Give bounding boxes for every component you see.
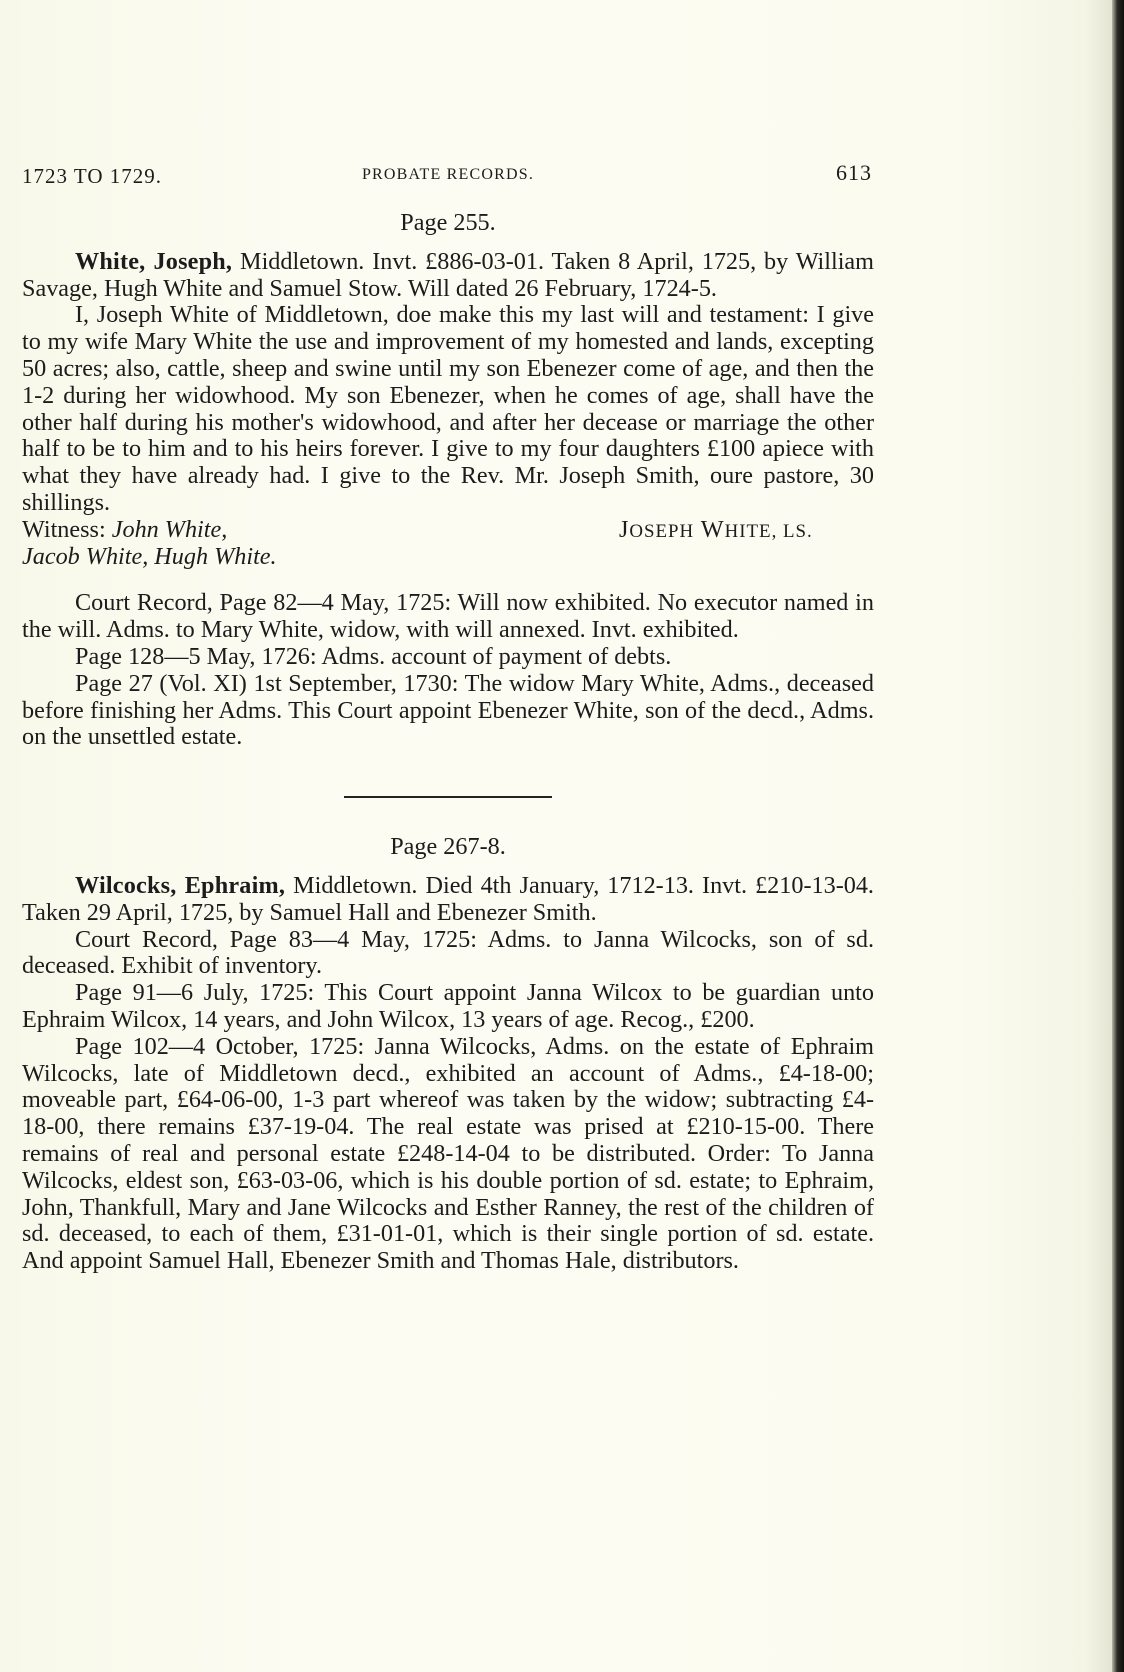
entry-name: White, Joseph, (75, 247, 233, 275)
court-record-paragraph: Page 91—6 July, 1725: This Court appoint Janna Wilcox to be guardian unto Ephraim Wilcox, 14 years, and John Wilcox, 13 years of age. Recog., £200. (22, 979, 874, 1033)
entry-intro-text: Middletown. Died 4th January, 1712-13. Invt. £210-13-04. Taken 29 April, 1725, by Samuel Hall and Ebenezer Smith. (22, 871, 874, 926)
witness-first: John White, (111, 515, 228, 543)
entry-name: Wilcocks, Ephraim, (75, 871, 286, 899)
witness-rest: Jacob White, Hugh White. (22, 542, 277, 570)
court-record-paragraph: Page 128—5 May, 1726: Adms. account of payment of debts. (75, 642, 672, 670)
section-divider (344, 796, 552, 798)
testator-signature: JOSEPH WHITE, LS. (619, 515, 813, 543)
entry-wilcocks-ephraim (22, 834, 874, 1275)
witness-label: Witness: (22, 515, 112, 543)
court-record-paragraph: Page 102—4 October, 1725: Janna Wilcocks, Adms. on the estate of Ephraim Wilcocks, late of Middletown decd., exhibited an account of Adms., £4-18-00; moveable part, £64-06-00, 1-3 part whereof was taken by the widow; subtracting £4-18-00, there remains £37-19-04. The real estate was prised at £210-15-00. There remains of real and personal estate £248-14-04 to be distributed. Order: To Janna Wilcocks, eldest son, £63-03-06, which is his double portion of sd. estate; to Ephraim, John, Thankfull, Mary and Jane Wilcocks and Esther Ranney, the rest of the children of sd. deceased, to each of them, £31-01-01, which is their single portion of sd. estate. And appoint Samuel Hall, Ebenezer Smith and Thomas Hale, distributors. (22, 1032, 874, 1275)
court-record-paragraph: Page 27 (Vol. XI) 1st September, 1730: The widow Mary White, Adms., deceased before finishing her Adms. This Court appoint Ebenezer White, son of the decd., Adms. on the unsettled estate. (22, 669, 874, 751)
court-record-paragraph: Court Record, Page 83—4 May, 1725: Adms. to Janna Wilcocks, son of sd. deceased. Exhibit of inventory. (22, 925, 874, 980)
page-number: 613 (836, 160, 872, 185)
entry-intro-text: Middletown. Invt. £886-03-01. Taken 8 April, 1725, by William Savage, Hugh White and Samuel Stow. Will dated 26 February, 1724-5. (22, 247, 874, 302)
court-record-paragraph: Court Record, Page 82—4 May, 1725: Will now exhibited. No executor named in the will. Adms. to Mary White, widow, with will annexed. Invt. exhibited. (22, 589, 874, 644)
running-head-years: 1723 TO 1729. (22, 164, 162, 188)
entry-intro (22, 249, 874, 303)
witness-row (22, 517, 874, 544)
binding-edge (1112, 0, 1124, 1672)
will-text: I, Joseph White of Middletown, doe make this my last will and testament: I give to my wife Mary White the use and improvement of my homested and lands, excepting 50 acres; also, cattle, sheep and swine until my son Ebenezer come of age, and then the 1-2 during her widowhood. My son Ebenezer, when he comes of age, shall have the other half during his mother's widowhood, and after her decease or marriage the other half to be to him and to his heirs forever. I give to my four daughters £100 apiece with what they have already had. I give to the Rev. Mr. Joseph Smith, oure pastore, 30 shillings. (22, 301, 874, 516)
running-head-title: PROBATE RECORDS. (361, 166, 535, 183)
entry-intro (22, 873, 874, 927)
running-head (22, 160, 874, 190)
section-page-ref: Page 267-8. (390, 833, 506, 861)
page-content (22, 210, 874, 1275)
section-page-ref: Page 255. (400, 209, 496, 236)
entry-white-joseph (22, 210, 874, 751)
binding-shadow (1086, 0, 1112, 1672)
